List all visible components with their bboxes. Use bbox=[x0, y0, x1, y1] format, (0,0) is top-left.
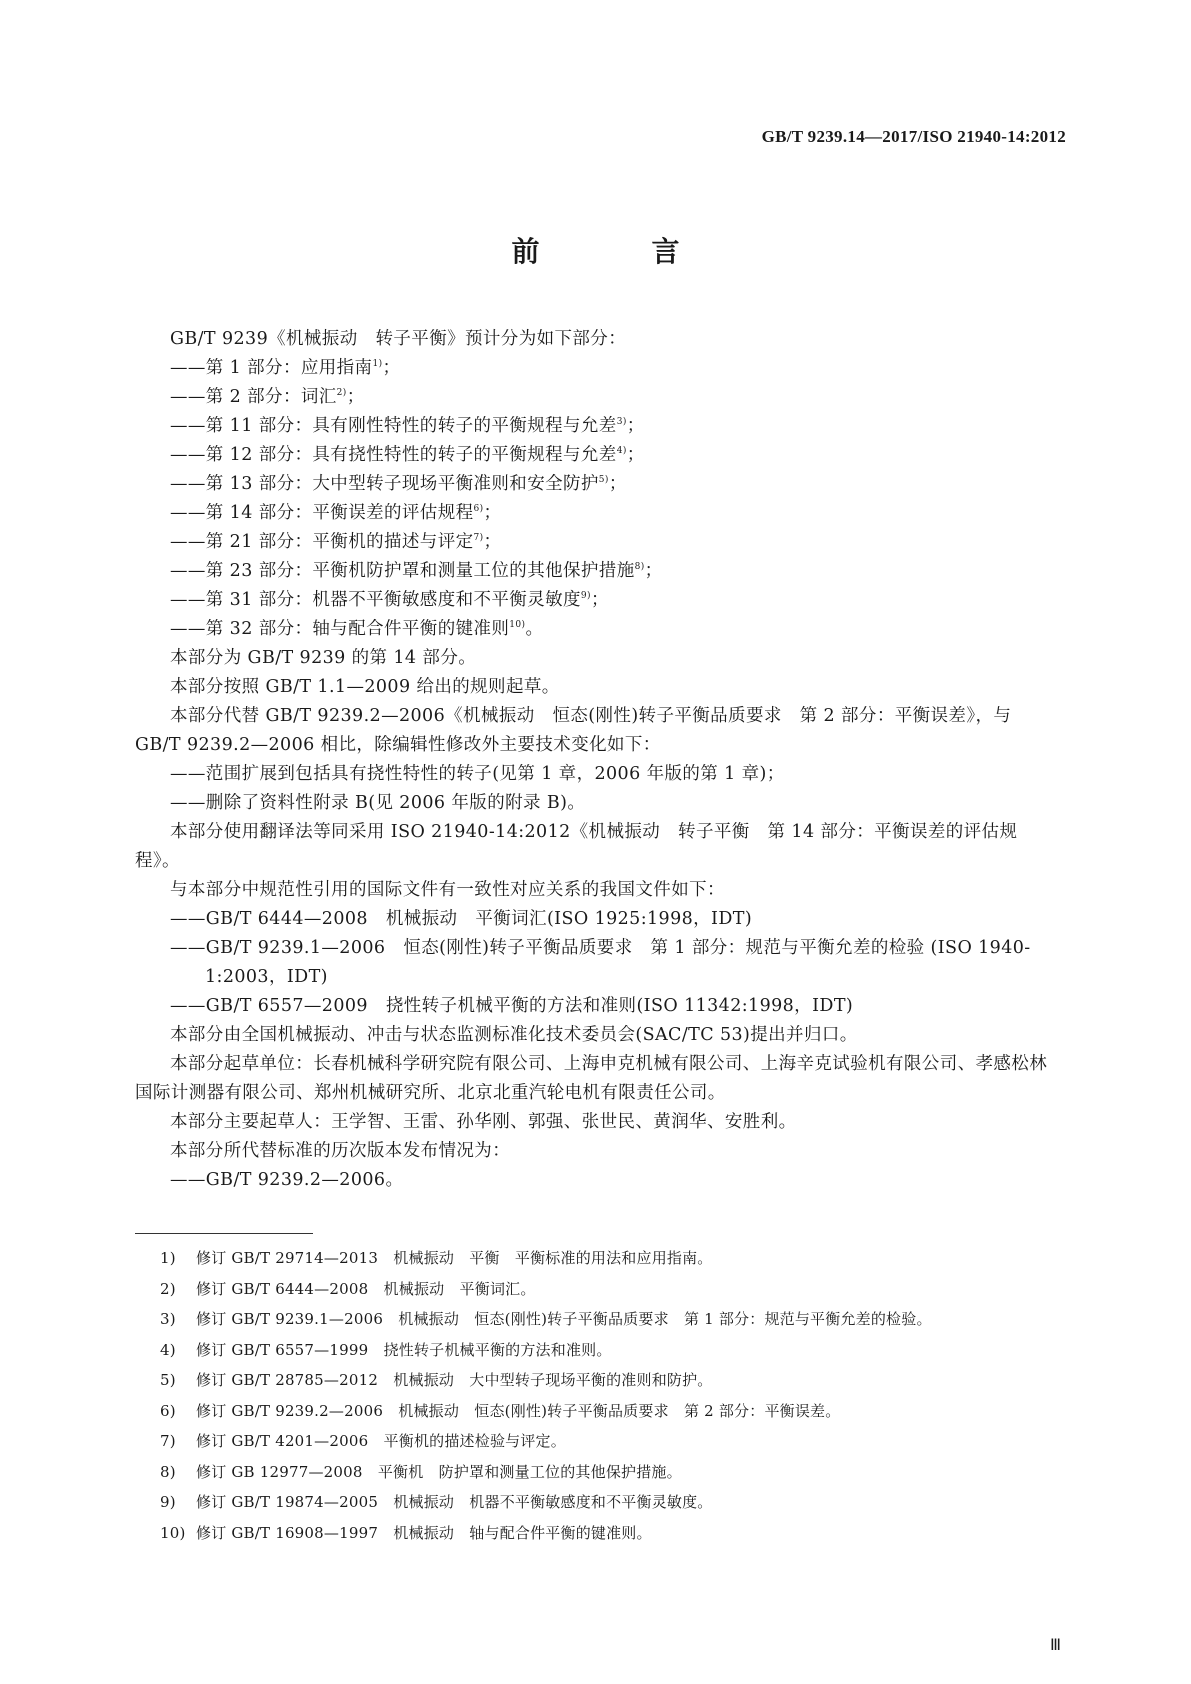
list-item: ——第 14 部分：平衡误差的评估规程$^{6)}$； bbox=[170, 503, 502, 523]
parts-list bbox=[135, 354, 1057, 644]
changes-list bbox=[135, 760, 1057, 818]
list-item: ——第 12 部分：具有挠性特性的转子的平衡规程与允差$^{4)}$； bbox=[170, 445, 645, 465]
page-title: 前 言 bbox=[511, 235, 722, 268]
list-item: ——第 23 部分：平衡机防护罩和测量工位的其他保护措施$^{8)}$； bbox=[170, 561, 663, 581]
list-item: ——第 11 部分：具有刚性特性的转子的平衡规程与允差$^{3)}$； bbox=[170, 416, 645, 436]
list-item: ——第 2 部分：词汇$^{2)}$； bbox=[170, 387, 365, 407]
document-code: GB/T 9239.14—2017/ISO 21940-14:2012 bbox=[761, 127, 1066, 146]
footnote: 2) 修订 GB/T 6444—2008 机械振动 平衡词汇。 bbox=[160, 1279, 536, 1298]
list-item: ——GB/T 9239.1—2006 恒态(刚性)转子平衡品质要求 第 1 部分：规范与平衡允差的检验 (ISO 1940-1:2003，IDT) bbox=[170, 938, 1031, 987]
footnote: 8) 修订 GB 12977—2008 平衡机 防护罩和测量工位的其他保护措施。 bbox=[160, 1462, 682, 1481]
footnote: 1) 修订 GB/T 29714—2013 机械振动 平衡 平衡标准的用法和应用指南。 bbox=[160, 1249, 713, 1267]
drafting-units-paragraph: 本部分起草单位：长春机械科学研究院有限公司、上海申克机械有限公司、上海辛克试验机有限公司、孝感松林国际计测器有限公司、郑州机械研究所、北京北重汽轮电机有限责任公司。 bbox=[135, 1054, 1048, 1103]
replacement-paragraph: 本部分代替 GB/T 9239.2—2006《机械振动 恒态(刚性)转子平衡品质要求 第 2 部分：平衡误差》，与 GB/T 9239.2—2006 相比，除编辑性修改外主要技术变化如下： bbox=[135, 706, 1012, 755]
footnote: 9) 修订 GB/T 19874—2005 机械振动 机器不平衡敏感度和不平衡灵敏度。 bbox=[160, 1493, 713, 1511]
list-item: ——第 13 部分：大中型转子现场平衡准则和安全防护$^{5)}$； bbox=[170, 474, 627, 494]
list-item: ——第 31 部分：机器不平衡敏感度和不平衡灵敏度$^{9)}$； bbox=[170, 590, 609, 610]
foreword-body bbox=[135, 325, 1057, 1195]
list-item: ——第 21 部分：平衡机的描述与评定$^{7)}$； bbox=[170, 532, 502, 552]
list-item: ——删除了资料性附录 B(见 2006 年版的附录 B)。 bbox=[170, 793, 586, 813]
footnote: 5) 修订 GB/T 28785—2012 机械振动 大中型转子现场平衡的准则和防护。 bbox=[160, 1371, 713, 1389]
footnote: 10) 修订 GB/T 16908—1997 机械振动 轴与配合件平衡的键准则。 bbox=[160, 1523, 652, 1542]
footnote: 3) 修订 GB/T 9239.1—2006 机械振动 恒态(刚性)转子平衡品质要求 第 1 部分：规范与平衡允差的检验。 bbox=[160, 1310, 932, 1328]
history-paragraph: 本部分所代替标准的历次版本发布情况为： bbox=[170, 1141, 511, 1161]
list-item: ——GB/T 9239.2—2006。 bbox=[170, 1170, 404, 1190]
page-number: Ⅲ bbox=[1049, 1637, 1061, 1654]
drafting-rules-paragraph: 本部分按照 GB/T 1.1—2009 给出的规则起草。 bbox=[170, 677, 560, 697]
list-item: ——第 1 部分：应用指南$^{1)}$； bbox=[170, 358, 401, 378]
list-item: ——第 32 部分：轴与配合件平衡的键准则$^{10)}$。 bbox=[170, 619, 544, 639]
part-number-paragraph: 本部分为 GB/T 9239 的第 14 部分。 bbox=[170, 648, 477, 668]
references-list bbox=[135, 905, 1057, 1021]
footnotes bbox=[160, 1243, 1060, 1548]
footnote: 7) 修订 GB/T 4201—2006 平衡机的描述检验与评定。 bbox=[160, 1432, 566, 1450]
references-intro-paragraph: 与本部分中规范性引用的国际文件有一致性对应关系的我国文件如下： bbox=[170, 880, 725, 900]
proposer-paragraph: 本部分由全国机械振动、冲击与状态监测标准化技术委员会(SAC/TC 53)提出并归口。 bbox=[170, 1025, 858, 1045]
drafters-paragraph: 本部分主要起草人：王学智、王雷、孙华刚、郭强、张世民、黄润华、安胜利。 bbox=[170, 1112, 797, 1132]
footnote: 4) 修订 GB/T 6557—1999 挠性转子机械平衡的方法和准则。 bbox=[160, 1340, 612, 1359]
iso-adoption-paragraph: 本部分使用翻译法等同采用 ISO 21940-14:2012《机械振动 转子平衡 第 14 部分：平衡误差的评估规程》。 bbox=[135, 822, 1018, 871]
list-item: ——GB/T 6444—2008 机械振动 平衡词汇(ISO 1925:1998，IDT) bbox=[170, 909, 753, 929]
history-list bbox=[135, 1166, 1057, 1195]
footnote: 6) 修订 GB/T 9239.2—2006 机械振动 恒态(刚性)转子平衡品质要求 第 2 部分：平衡误差。 bbox=[160, 1401, 841, 1420]
intro-paragraph: GB/T 9239《机械振动 转子平衡》预计分为如下部分： bbox=[170, 329, 627, 349]
footnote-separator bbox=[135, 1233, 313, 1234]
list-item: ——范围扩展到包括具有挠性特性的转子(见第 1 章，2006 年版的第 1 章)； bbox=[170, 764, 785, 784]
list-item: ——GB/T 6557—2009 挠性转子机械平衡的方法和准则(ISO 11342:1998，IDT) bbox=[170, 996, 854, 1016]
